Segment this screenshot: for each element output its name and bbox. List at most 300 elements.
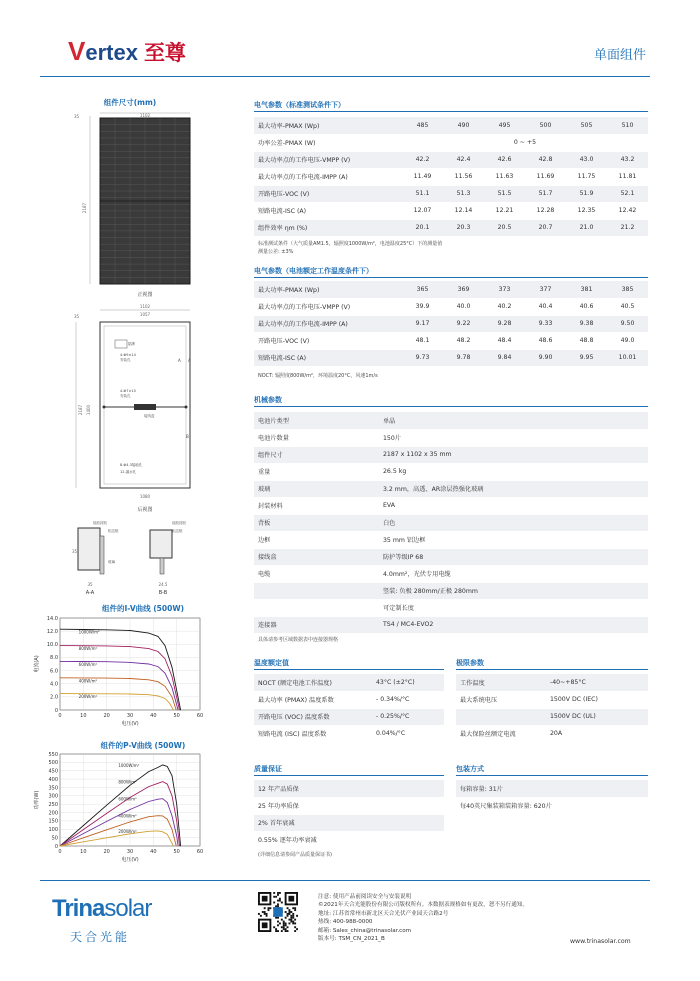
back-view-drawing	[68, 300, 208, 520]
warranty-table	[254, 780, 444, 849]
aa-marker: A	[178, 358, 181, 363]
spec-value: 505	[566, 117, 607, 134]
spec-value: 43.2	[607, 151, 648, 168]
y-tick-label: 2.0	[50, 694, 58, 701]
series-label: 400W/m²	[118, 813, 137, 819]
y-tick-label: 4.0	[50, 681, 58, 688]
spec-row	[254, 531, 648, 548]
spec-label: 电池片类型	[254, 412, 379, 429]
spec-label	[254, 599, 379, 616]
y-tick-label: 100	[48, 827, 58, 834]
data-point	[148, 801, 149, 802]
packing-title: 包装方式	[456, 765, 484, 773]
spec-row	[254, 349, 648, 366]
data-point	[158, 651, 159, 652]
spec-label: 最大功率-PMAX (Wp)	[254, 117, 402, 134]
pv-chart	[30, 748, 210, 868]
data-point	[60, 693, 61, 694]
back-side-label: 35	[74, 314, 80, 319]
data-point	[83, 825, 84, 826]
series-label: 200W/m²	[78, 694, 98, 700]
spec-value: 51.7	[525, 185, 566, 202]
spec-label	[254, 582, 379, 599]
y-tick-label: 500	[48, 760, 58, 767]
spec-label: 最大功率 (PMAX) 温度系数	[254, 691, 372, 708]
data-point	[158, 799, 159, 800]
data-point	[106, 678, 107, 679]
spec-value: 510	[607, 117, 648, 134]
y-tick-label: 12.0	[46, 628, 58, 635]
footer-line: 邮箱: Sales_china@trinasolar.com	[318, 927, 412, 934]
stc-divider	[254, 111, 648, 112]
data-point	[165, 686, 166, 687]
spec-row	[456, 797, 648, 814]
spec-value: 9.84	[484, 349, 525, 366]
data-point	[148, 633, 149, 634]
front-width-label: 1102	[139, 113, 151, 118]
y-tick-label: 8.0	[50, 655, 58, 662]
spec-value: 381	[566, 281, 607, 298]
spec-row	[254, 332, 648, 349]
spec-value: 495	[484, 117, 525, 134]
y-tick-label: 0	[54, 843, 58, 850]
y-tick-label: 300	[48, 793, 58, 800]
spec-row	[254, 219, 648, 236]
packing-table	[456, 780, 648, 815]
series-label: 200W/m²	[118, 828, 137, 834]
footer-line: 注意: 使用产品前阅读安全与安装说明	[318, 894, 412, 900]
data-point	[172, 829, 173, 830]
spec-value: 4.0mm²，光伏专用电缆	[379, 565, 648, 582]
series-label: 1000W/m²	[78, 629, 100, 635]
spec-value: 42.6	[484, 151, 525, 168]
spec-row	[254, 315, 648, 332]
footer-notes	[318, 893, 528, 943]
data-point	[172, 816, 173, 817]
spec-value: 9.22	[443, 315, 484, 332]
y-tick-label: 250	[48, 801, 58, 808]
data-point	[148, 648, 149, 649]
spec-label: 开路电压-VOC (V)	[254, 185, 402, 202]
spec-value: 485	[402, 117, 443, 134]
data-point	[167, 819, 168, 820]
warranty-note: (详细信息请参阅产品质量保证书)	[258, 852, 332, 858]
footer-line: 版本号: TSM_CN_2021_B	[318, 936, 385, 943]
x-tick-label: 20	[103, 713, 110, 719]
spec-value: 12.28	[525, 202, 566, 219]
spec-row	[254, 497, 648, 514]
spec-label: 开路电压-VOC (V)	[254, 332, 402, 349]
spec-row	[456, 708, 648, 725]
spec-row	[254, 814, 444, 831]
spec-value: 48.4	[484, 332, 525, 349]
y-tick-label: 400	[48, 776, 58, 783]
footer-line: 热线: 400-988-0000	[318, 919, 373, 926]
x-tick-label: 0	[58, 849, 62, 855]
trinasolar-cn-logo: 天合光能	[70, 930, 131, 944]
y-tick-label: 6.0	[50, 668, 58, 675]
spec-value: 40.0	[443, 298, 484, 315]
spec-row	[254, 725, 444, 742]
y-axis-label: 功率(W)	[34, 790, 40, 810]
stc-table	[254, 117, 648, 237]
spec-value: 12 年产品质保	[254, 780, 444, 797]
spec-value: 373	[484, 281, 525, 298]
data-point	[106, 646, 107, 647]
temp-table	[254, 674, 444, 743]
spec-value: 51.9	[566, 185, 607, 202]
frame-label-a: 铝边框	[108, 529, 119, 533]
spec-value: 25 年功率质保	[254, 797, 444, 814]
data-point	[172, 667, 173, 668]
spec-value: 500	[525, 117, 566, 134]
data-point	[130, 662, 131, 663]
data-point	[106, 661, 107, 662]
spec-row	[254, 463, 648, 480]
spec-value: 52.1	[607, 185, 648, 202]
front-side-label: 35	[74, 114, 80, 119]
data-point	[130, 678, 131, 679]
spec-label: 最大功率点的工作电流-IMPP (A)	[254, 315, 402, 332]
data-point	[148, 664, 149, 665]
y-tick-label: 150	[48, 818, 58, 825]
spec-label: 背板	[254, 514, 379, 531]
stc-note-2: 测量公差: ±3%	[258, 249, 294, 255]
spec-row	[254, 429, 648, 446]
y-axis-label: 电流(A)	[34, 655, 40, 673]
data-point	[148, 694, 149, 695]
bb-width: 24.5	[158, 582, 168, 587]
data-point	[130, 646, 131, 647]
spec-value: 11.49	[402, 168, 443, 185]
ground-label-2: 安装孔	[120, 394, 131, 398]
noct-table	[254, 281, 648, 367]
data-point	[130, 809, 131, 810]
spec-label: 功率公差-PMAX (W)	[254, 134, 402, 151]
spec-row	[456, 780, 648, 797]
data-point	[83, 829, 84, 830]
spec-value: 12.35	[566, 202, 607, 219]
spec-row	[254, 674, 444, 691]
spec-row	[254, 281, 648, 298]
data-point	[130, 785, 131, 786]
x-tick-label: 10	[80, 713, 87, 719]
spec-label: 组件效率 ηm (%)	[254, 219, 402, 236]
spec-label: 重量	[254, 463, 379, 480]
section-drawings	[68, 518, 208, 596]
temp-divider	[254, 669, 444, 670]
data-point	[158, 783, 159, 784]
data-point	[60, 661, 61, 662]
spec-value: 12.42	[607, 202, 648, 219]
spec-label: 短路电流-ISC (A)	[254, 202, 402, 219]
packing-divider	[456, 775, 648, 776]
data-point	[60, 645, 61, 646]
spec-value: - 0.25%/°C	[372, 708, 444, 725]
spec-value: 11.56	[443, 168, 484, 185]
spec-value: 9.50	[607, 315, 648, 332]
spec-value: 385	[607, 281, 648, 298]
spec-row	[254, 797, 444, 814]
spec-value: 20.3	[443, 219, 484, 236]
data-point	[106, 813, 107, 814]
footer-line: 地址: 江苏省常州市新北区天合光伏产业园天合路2号	[318, 910, 449, 917]
spec-value: 20.5	[484, 219, 525, 236]
data-point	[60, 629, 61, 630]
spec-value: 单晶	[379, 412, 648, 429]
spec-value: 2187 x 1102 x 35 mm	[379, 446, 648, 463]
spec-value: 9.95	[566, 349, 607, 366]
mech-note: 具体请参考区域数据表中连接器规格	[258, 637, 339, 643]
spec-value: 20A	[546, 725, 648, 742]
data-point	[167, 834, 168, 835]
data-point	[172, 775, 173, 776]
spec-value: 1500V DC (UL)	[546, 708, 648, 725]
spec-value: 40.6	[566, 298, 607, 315]
spec-row	[254, 616, 648, 633]
spec-value: 2% 首年衰减	[254, 814, 444, 831]
data-point	[167, 784, 168, 785]
aa-height: 35	[72, 549, 78, 554]
data-point	[148, 771, 149, 772]
back-view-label: 后视图	[137, 507, 153, 513]
data-point	[158, 681, 159, 682]
y-tick-label: 14.0	[46, 615, 58, 622]
data-point	[165, 673, 166, 674]
pv-title: 组件的P-V曲线 (500W)	[100, 741, 186, 750]
x-tick-label: 20	[103, 849, 110, 855]
spec-row	[456, 691, 648, 708]
spec-value: 51.5	[484, 185, 525, 202]
mech-title: 机械参数	[254, 396, 282, 404]
header-divider	[40, 76, 650, 77]
spec-value: 防护等级IP 68	[379, 548, 648, 565]
spec-row	[254, 446, 648, 463]
spec-value: 可定制长度	[379, 599, 648, 616]
data-point	[106, 838, 107, 839]
spec-value: EVA	[379, 497, 648, 514]
mech-divider	[254, 406, 648, 407]
spec-label: 短路电流 (ISC) 温度系数	[254, 725, 372, 742]
data-point	[180, 846, 181, 847]
series-label: 1000W/m²	[118, 762, 140, 768]
mount-holes-label: 4-Φ9×14	[120, 353, 136, 357]
spec-label: 工作温度	[456, 674, 546, 691]
data-point	[176, 710, 177, 711]
data-point	[176, 846, 177, 847]
spec-value: 9.33	[525, 315, 566, 332]
seal-label-a: 硅胶封胶	[93, 521, 107, 525]
data-point	[165, 645, 166, 646]
spec-value: 40.5	[607, 298, 648, 315]
drain-label: 8-Φ4.3接地孔	[120, 463, 143, 467]
spec-row	[254, 117, 648, 134]
spec-label: 电缆	[254, 565, 379, 582]
spec-value: 12.21	[484, 202, 525, 219]
data-point	[148, 816, 149, 817]
spec-row	[254, 480, 648, 497]
series-label: 600W/m²	[118, 796, 137, 802]
data-point	[172, 676, 173, 677]
back-h1-label: 2187	[78, 404, 83, 416]
spec-value: 0.55% 逐年功率衰减	[254, 831, 444, 848]
spec-label: 最大功率点的工作电流-IMPP (A)	[254, 168, 402, 185]
spec-label: 玻璃	[254, 480, 379, 497]
y-tick-label: 10.0	[46, 642, 58, 649]
spec-value: 365	[402, 281, 443, 298]
noct-note: NOCT: 辐照度800W/m²，环境温度20°C，风速1m/s	[258, 373, 378, 379]
spec-value: 48.2	[443, 332, 484, 349]
spec-label: 最大功率点的工作电压-VMPP (V)	[254, 151, 402, 168]
spec-value: 490	[443, 117, 484, 134]
spec-row	[254, 151, 648, 168]
iv-title: 组件的I-V曲线 (500W)	[101, 604, 185, 613]
data-point	[130, 694, 131, 695]
limits-table	[456, 674, 648, 743]
front-height-label: 2187	[82, 202, 87, 214]
noct-title: 电气参数（电池额定工作温度条件下）	[254, 267, 373, 275]
spec-value: 11.75	[566, 168, 607, 185]
back-h2-label: 1400	[86, 404, 91, 416]
data-point	[167, 766, 168, 767]
data-point	[173, 846, 174, 847]
stc-note	[258, 240, 442, 256]
data-point	[162, 798, 163, 799]
spec-value: 49.0	[607, 332, 648, 349]
product-type: 单面组件	[593, 48, 646, 63]
data-point	[158, 636, 159, 637]
spec-value: 0 ~ +5	[402, 134, 648, 151]
data-point	[162, 831, 163, 832]
spec-value: 11.63	[484, 168, 525, 185]
mech-table	[254, 412, 648, 634]
data-point	[162, 765, 163, 766]
data-point	[130, 630, 131, 631]
front-view-drawing	[68, 108, 208, 308]
spec-row	[254, 599, 648, 616]
x-tick-label: 50	[173, 713, 180, 719]
spec-row	[254, 298, 648, 315]
spec-value: 51.1	[402, 185, 443, 202]
data-point	[169, 703, 170, 704]
x-tick-label: 0	[58, 713, 62, 719]
seal-label-b: 硅胶封胶	[172, 521, 186, 525]
bb-marker: B	[186, 434, 189, 439]
website-link[interactable]: www.trinasolar.com	[570, 938, 631, 945]
series-label: 600W/m²	[78, 661, 98, 667]
data-point	[172, 796, 173, 797]
dims-title: 组件尺寸(mm)	[103, 98, 157, 107]
bb-label: B-B	[158, 590, 168, 596]
data-point	[165, 658, 166, 659]
drain2-label: 12-漏水孔	[120, 470, 137, 474]
mount-holes-label-2: 安装孔	[120, 358, 131, 362]
spec-value: 白色	[379, 514, 648, 531]
data-point	[176, 821, 177, 822]
data-point	[158, 831, 159, 832]
spec-label: 边框	[254, 531, 379, 548]
data-point	[162, 816, 163, 817]
spec-label: NOCT (额定电池工作温度)	[254, 674, 372, 691]
x-axis-label: 电压(V)	[121, 721, 139, 727]
x-tick-label: 30	[126, 849, 134, 855]
data-point	[180, 710, 181, 711]
stc-note-1: 标准测试条件（大气质量AM1.5，辐照度1000W/m²，电池温度25°C）下的测量值	[258, 241, 443, 247]
spec-value: 10.01	[607, 349, 648, 366]
spec-value: 40.2	[484, 298, 525, 315]
spec-value: 12.14	[443, 202, 484, 219]
aa-marker-2: A	[188, 358, 191, 363]
spec-value: 21.2	[607, 219, 648, 236]
spec-value: 48.6	[525, 332, 566, 349]
data-point	[158, 815, 159, 816]
x-tick-label: 30	[126, 713, 134, 719]
limits-title: 极限参数	[456, 659, 484, 667]
x-tick-label: 60	[196, 713, 204, 719]
spec-value: 20.1	[402, 219, 443, 236]
data-point	[60, 678, 61, 679]
spec-row	[254, 514, 648, 531]
data-point	[178, 846, 179, 847]
trinasolar-logo: Trinasolar	[52, 895, 152, 922]
spec-value: 42.4	[443, 151, 484, 168]
data-point	[130, 822, 131, 823]
spec-value: 40.4	[525, 298, 566, 315]
spec-label: 最大保险丝额定电流	[456, 725, 546, 742]
series-label: 800W/m²	[78, 646, 98, 652]
spec-row	[254, 780, 444, 797]
qr-code-icon[interactable]	[258, 892, 298, 932]
data-point	[176, 836, 177, 837]
back-w1-label: 1102	[139, 304, 151, 309]
y-tick-label: 450	[48, 768, 58, 775]
spec-value: 9.17	[402, 315, 443, 332]
spec-label: 组件尺寸	[254, 446, 379, 463]
spec-value: 150片	[379, 429, 648, 446]
y-tick-label: 200	[48, 810, 58, 817]
data-point	[172, 697, 173, 698]
spec-value: 9.28	[484, 315, 525, 332]
spec-value: 48.8	[566, 332, 607, 349]
x-tick-label: 50	[173, 849, 180, 855]
y-tick-label: 0	[54, 707, 58, 714]
spec-row	[254, 831, 444, 848]
spec-label: 封装材料	[254, 497, 379, 514]
spec-value: 43°C (±2°C)	[372, 674, 444, 691]
spec-value: 每40英尺集装箱装箱容量: 620片	[456, 797, 648, 814]
spec-value: 0.04%/°C	[372, 725, 444, 742]
data-point	[106, 805, 107, 806]
spec-label: 接线盒	[254, 548, 379, 565]
series-label: 400W/m²	[78, 678, 98, 684]
spec-value: 369	[443, 281, 484, 298]
spec-value: 42.8	[525, 151, 566, 168]
aa-label: A-A	[85, 590, 95, 596]
spec-row	[254, 582, 648, 599]
y-tick-label: 350	[48, 785, 58, 792]
spec-value: 3.2 mm，高透、AR涂层热强化玻璃	[379, 480, 648, 497]
back-bottom-label: 1080	[139, 494, 151, 499]
series-label: 800W/m²	[118, 779, 137, 785]
spec-label: 最大功率点的工作电压-VMPP (V)	[254, 298, 402, 315]
x-axis-label: 电压(V)	[121, 857, 139, 863]
limits-divider	[456, 669, 648, 670]
spec-value: 377	[525, 281, 566, 298]
spec-row	[254, 548, 648, 565]
spec-value: 39.9	[402, 298, 443, 315]
warranty-divider	[254, 775, 444, 776]
spec-row	[254, 708, 444, 725]
